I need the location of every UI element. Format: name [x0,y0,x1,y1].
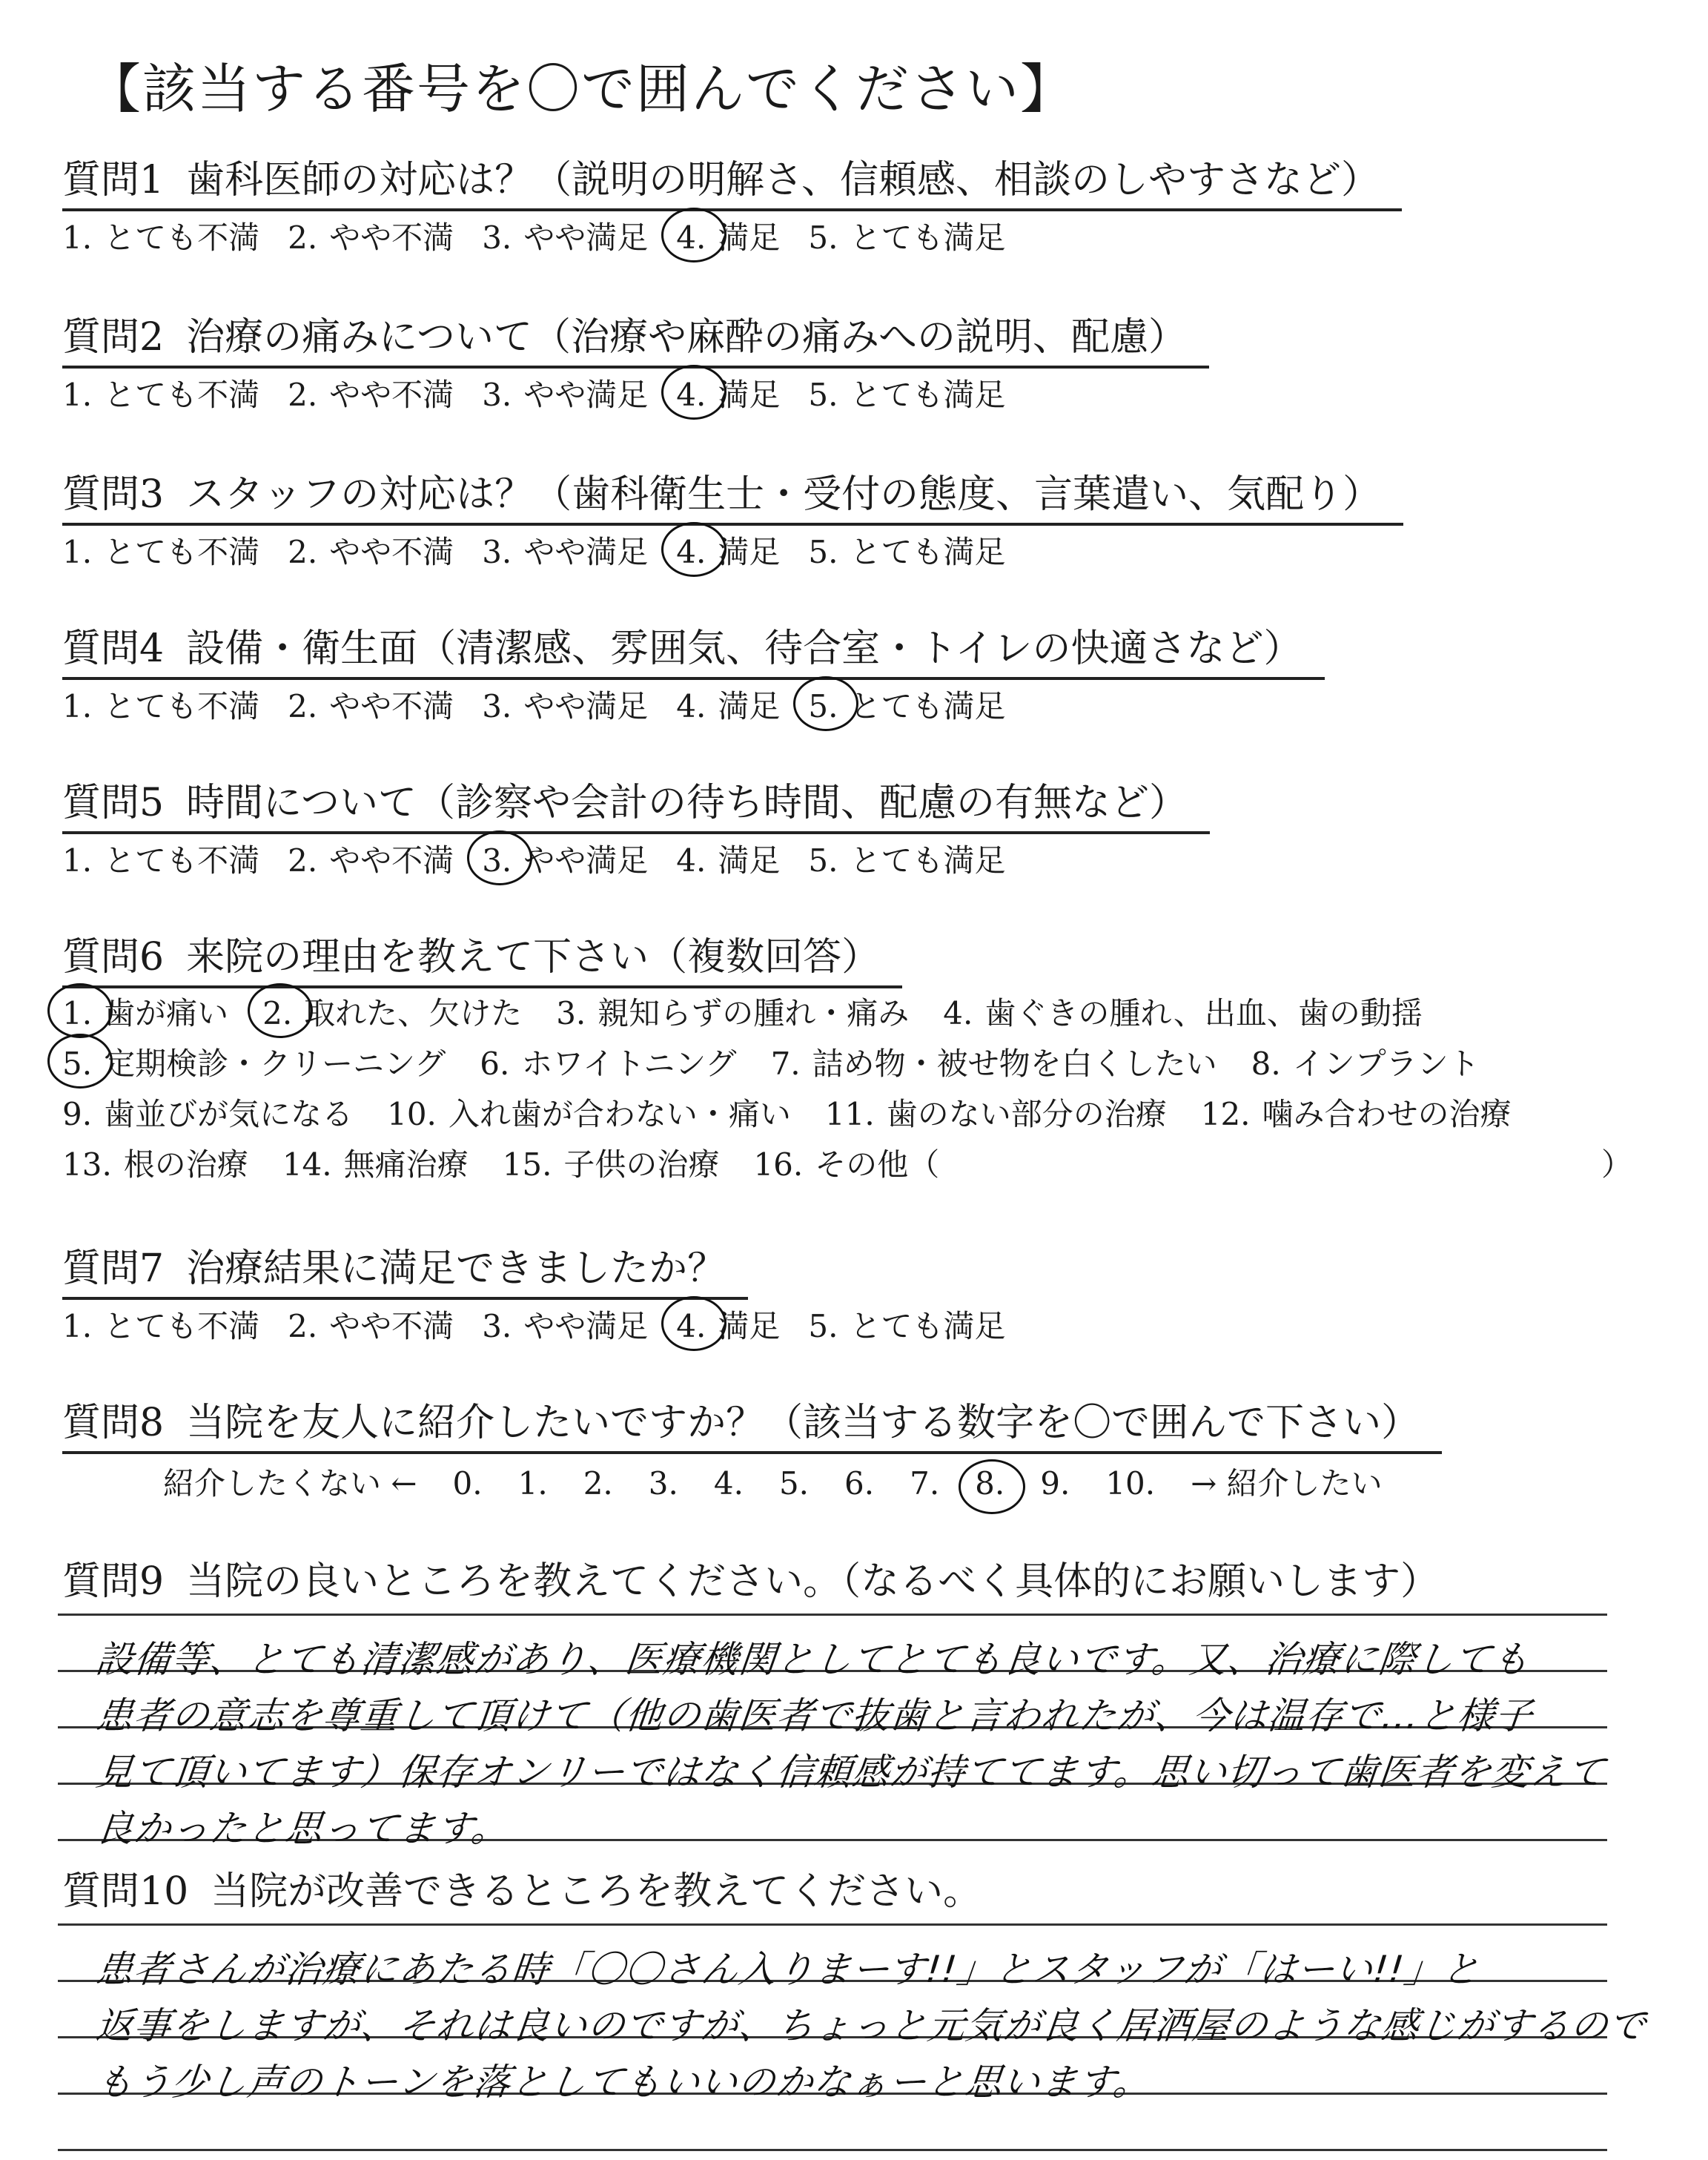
option-label: 満足 [718,1308,781,1344]
option-label: ホワイトニング [521,1046,737,1082]
scale-number[interactable]: 2. [583,1465,613,1502]
scale-number[interactable]: 10. [1105,1465,1156,1502]
option-label: とても満足 [850,534,1006,570]
question-title [62,1860,1004,1920]
reason-row [62,1140,973,1185]
recommend-scale [163,1459,1418,1504]
question-number: 質問8 [62,1401,165,1445]
question-title [62,925,902,988]
question-title [62,1237,748,1300]
scale-numbers [453,1465,1191,1502]
option-number: 5. [808,377,838,413]
handwritten-answer-line: 見て頂いてます）保存オンリーではなく信頼感が持ててます。思い切って歯医者を変えて [93,1751,1608,1794]
option-number: 5. [808,219,838,256]
rating-option[interactable] [482,682,648,727]
rating-option[interactable] [482,371,648,415]
scale-left-label: 紹介したくない ← [163,1465,417,1502]
scale-number[interactable]: 6. [844,1465,875,1502]
rating-option[interactable] [676,371,780,415]
question-text: 設備・衛生面（清潔感、雰囲気、待合室・トイレの快適さなど） [186,627,1302,671]
question-text: 治療の痛みについて（治療や麻酔の痛みへの説明、配慮） [186,315,1188,360]
scale-right-label: → 紹介したい [1191,1465,1383,1502]
option-label: とても不満 [104,688,260,724]
rating-option[interactable] [482,214,648,258]
option-label: とても不満 [104,1308,260,1344]
reason-option[interactable] [62,1140,248,1185]
option-label: やや不満 [329,219,454,256]
option-number: 10. [387,1096,437,1132]
answer-rule [58,1923,1607,1926]
rating-option[interactable] [808,371,1005,415]
option-number: 1. [62,688,93,724]
option-label: 歯が痛い [104,995,229,1031]
option-label: とても不満 [104,534,260,570]
option-label: 詰め物・被せ物を白くしたい [812,1046,1217,1082]
question-text: 治療結果に満足できましたか？ [186,1246,726,1291]
question-title [62,771,1210,834]
option-label: 無痛治療 [343,1146,469,1183]
question-title [62,1550,1461,1610]
question-title [62,1391,1442,1454]
option-label: 歯ぐきの腫れ、出血、歯の動揺 [984,995,1423,1031]
handwritten-answer-line: 患者の意志を尊重して頂けて（他の歯医者で抜歯と言われたが、今は温存で…と様子 [93,1694,1535,1737]
scale-number[interactable]: 4. [713,1465,744,1502]
rating-option[interactable] [808,682,1005,727]
scale-number[interactable]: 8. [975,1465,1005,1502]
rating-options [62,1302,1033,1347]
reason-option[interactable] [556,989,909,1034]
option-number: 5. [808,1308,838,1344]
option-label: 噛み合わせの治療 [1262,1096,1512,1132]
reason-option[interactable] [771,1040,1217,1084]
option-label: やや不満 [329,688,454,724]
option-label: やや満足 [523,534,649,570]
rating-option[interactable] [676,528,780,572]
option-number: 2. [288,842,318,879]
option-number: 2. [288,219,318,256]
rating-option[interactable] [288,214,454,258]
handwritten-answer-line: もう少し声のトーンを落としてもいいのかなぁーと思います。 [93,2061,1153,2104]
option-number: 3. [482,534,512,570]
question-text: 時間について（診察や会計の待ち時間、配慮の有無など） [186,781,1188,825]
option-number: 4. [676,842,706,879]
rating-option[interactable] [62,1302,259,1347]
scale-number[interactable]: 3. [648,1465,678,1502]
question-text: 当院の良いところを教えてください。（なるべく具体的にお願いします） [186,1559,1440,1604]
option-label: とても満足 [850,842,1006,879]
question-text: 当院を友人に紹介したいですか？（該当する数字を〇で囲んで下さい） [186,1401,1420,1445]
handwritten-answer-line: 返事をしますが、それは良いのですが、ちょっと元気が良く居酒屋のような感じがするので [93,2004,1649,2047]
question-text: 歯科医師の対応は？（説明の明解さ、信頼感、相談のしやすさなど） [186,158,1380,202]
option-number: 1. [62,1308,93,1344]
reason-option[interactable] [282,1140,469,1185]
option-label: 子供の治療 [563,1146,720,1183]
reason-option[interactable] [62,1090,353,1135]
rating-option[interactable] [482,528,648,572]
rating-option[interactable] [676,836,780,881]
option-number: 5. [62,1046,93,1082]
reason-option[interactable] [825,1090,1167,1135]
option-number: 3. [556,995,586,1031]
other-close-paren: ） [1601,1146,1633,1183]
option-label: 親知らずの腫れ・痛み [598,995,910,1031]
option-label: その他（ [815,1146,940,1183]
option-number: 4. [943,995,973,1031]
rating-options [62,836,1033,881]
option-number: 4. [676,377,706,413]
option-number: 1. [62,377,93,413]
option-label: やや満足 [523,1308,649,1344]
rating-option[interactable] [808,214,1005,258]
question-number: 質問7 [62,1246,165,1291]
option-number: 11. [824,1096,875,1132]
rating-option[interactable] [62,682,259,727]
rating-option[interactable] [808,1302,1005,1347]
option-number: 9. [62,1096,93,1132]
question-number: 質問1 [62,158,165,202]
question-title [62,463,1403,526]
page-title: 【該当する番号を〇で囲んでください】 [87,58,1076,120]
rating-option[interactable] [288,682,454,727]
scale-number[interactable]: 5. [778,1465,810,1502]
option-label: とても満足 [850,219,1006,256]
reason-option[interactable] [480,1040,736,1084]
reason-option[interactable] [262,989,522,1034]
option-label: 取れた、欠けた [304,995,523,1031]
option-label: 歯並びが気になる [104,1096,354,1132]
option-label: 満足 [718,842,781,879]
rating-option[interactable] [676,1302,780,1347]
option-number: 1. [62,219,93,256]
handwritten-answer-line: 患者さんが治療にあたる時「〇〇さん入りまーす!!」とスタッフが「はーい!!」と [93,1948,1483,1991]
rating-option[interactable] [288,836,454,881]
option-label: インプラント [1292,1046,1480,1082]
option-label: やや不満 [329,1308,454,1344]
option-number: 6. [480,1046,510,1082]
reason-option[interactable] [753,1140,939,1185]
option-label: とても不満 [104,219,260,256]
option-number: 2. [262,995,293,1031]
option-label: とても不満 [104,842,260,879]
scale-number[interactable]: 1. [517,1465,548,1502]
answer-rule [58,2149,1607,2151]
option-label: 満足 [718,688,781,724]
option-label: とても満足 [850,688,1006,724]
option-label: 根の治療 [123,1146,248,1183]
answer-rule [58,1614,1607,1616]
rating-options [62,214,1033,258]
rating-options [62,528,1033,572]
reason-option[interactable] [503,1140,720,1185]
option-number: 7. [770,1046,801,1082]
scale-number[interactable]: 0. [452,1465,483,1502]
rating-option[interactable] [808,528,1005,572]
option-number: 3. [482,688,512,724]
rating-option[interactable] [62,528,259,572]
reason-row [62,989,1457,1034]
question-number: 質問3 [62,472,165,517]
option-number: 1. [62,995,93,1031]
option-number: 5. [808,842,838,879]
question-number: 質問9 [62,1559,165,1604]
option-number: 12. [1200,1096,1251,1132]
reason-option[interactable] [1201,1090,1512,1135]
reason-option[interactable] [943,989,1423,1034]
option-number: 3. [482,1308,512,1344]
option-number: 4. [676,534,706,570]
option-label: やや満足 [523,688,649,724]
reason-row [62,1040,1514,1084]
question-text: 来院の理由を教えて下さい（複数回答） [186,935,881,980]
option-number: 16. [753,1146,804,1183]
option-label: とても満足 [850,377,1006,413]
reason-row [62,1090,1546,1135]
scale-number[interactable]: 7. [910,1465,940,1502]
option-number: 4. [676,688,706,724]
option-number: 2. [288,377,318,413]
option-label: 満足 [718,219,781,256]
handwritten-answer-line: 良かったと思ってます。 [93,1807,512,1850]
rating-option[interactable] [288,528,454,572]
question-number: 質問4 [62,627,165,671]
rating-option[interactable] [808,836,1005,881]
option-number: 2. [288,534,318,570]
option-number: 13. [62,1146,112,1183]
option-number: 5. [808,688,838,724]
option-number: 2. [288,1308,318,1344]
option-label: やや満足 [523,377,649,413]
rating-option[interactable] [288,371,454,415]
question-number: 質問10 [62,1869,189,1914]
option-label: 満足 [718,534,781,570]
scale-number[interactable]: 9. [1040,1465,1070,1502]
option-number: 1. [62,842,93,879]
option-label: とても不満 [104,377,260,413]
question-text: 当院が改善できるところを教えてください。 [211,1869,982,1914]
rating-option[interactable] [62,214,259,258]
question-number: 質問5 [62,781,165,825]
option-number: 15. [502,1146,552,1183]
reason-option[interactable] [62,989,228,1034]
option-label: 入れ歯が合わない・痛い [448,1096,791,1132]
rating-option[interactable] [482,836,648,881]
question-number: 質問2 [62,315,165,360]
rating-options [62,371,1033,415]
question-title [62,148,1402,211]
rating-options [62,682,1033,727]
rating-option[interactable] [482,1302,648,1347]
option-number: 4. [676,1308,706,1344]
rating-option[interactable] [676,682,780,727]
option-number: 14. [282,1146,332,1183]
option-label: やや満足 [523,219,649,256]
rating-option[interactable] [288,1302,454,1347]
option-label: やや不満 [329,534,454,570]
rating-option[interactable] [62,836,259,881]
option-number: 2. [288,688,318,724]
option-number: 8. [1251,1046,1281,1082]
question-title [62,305,1209,369]
option-label: やや満足 [523,842,649,879]
reason-option[interactable] [387,1090,791,1135]
option-label: 定期検診・クリーニング [104,1046,446,1082]
question-text: スタッフの対応は？（歯科衛生士・受付の態度、言葉遣い、気配り） [186,472,1382,517]
rating-option[interactable] [62,371,259,415]
option-number: 1. [62,534,93,570]
option-number: 4. [676,219,706,256]
option-label: とても満足 [850,1308,1006,1344]
option-label: 歯のない部分の治療 [886,1096,1167,1132]
option-label: 満足 [718,377,781,413]
option-number: 3. [482,377,512,413]
reason-option[interactable] [62,1040,446,1084]
option-number: 3. [482,219,512,256]
rating-option[interactable] [676,214,780,258]
question-title [62,617,1325,680]
option-number: 3. [482,842,512,879]
reason-option[interactable] [1251,1040,1480,1084]
option-label: やや不満 [329,842,454,879]
question-number: 質問6 [62,935,165,980]
option-label: やや不満 [329,377,454,413]
option-number: 5. [808,534,838,570]
handwritten-answer-line: 設備等、とても清潔感があり、医療機関としてとても良いです。又、治療に際しても [93,1638,1532,1681]
